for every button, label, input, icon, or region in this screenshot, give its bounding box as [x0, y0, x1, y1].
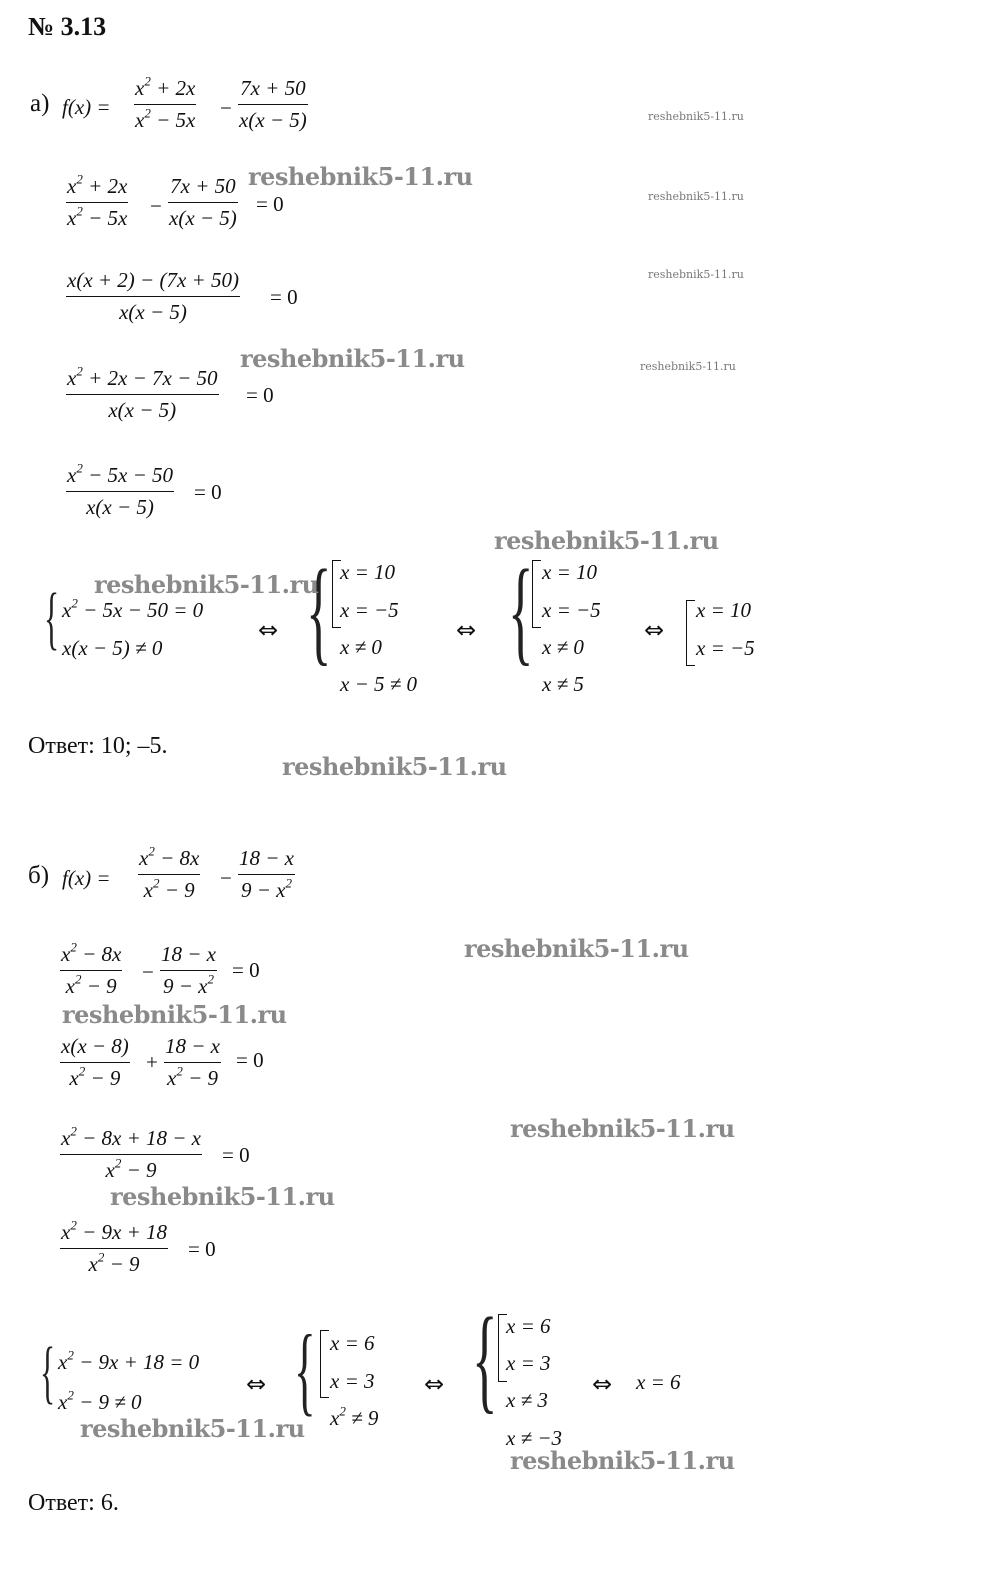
part-b-fraction-2: $\frac{18 - x}{9 - x^2}$: [239, 846, 294, 902]
system-line: x ≠ 3: [506, 1388, 548, 1412]
part-a-fraction-1: [134, 73, 196, 133]
system-line: x = 10: [340, 560, 395, 584]
equals-zero: = 0: [236, 1048, 264, 1072]
system-line: x = 10: [542, 560, 597, 584]
equals-zero: = 0: [188, 1237, 216, 1261]
denominator: x(x − 5): [238, 104, 308, 133]
system-line: x = −5: [696, 636, 755, 660]
equals-zero: = 0: [194, 480, 222, 504]
set-bracket: [686, 600, 695, 666]
minus-sign: −: [220, 866, 232, 890]
system-brace: {: [472, 1293, 498, 1424]
watermark: reshebnik5-11.ru: [94, 570, 319, 599]
equals-zero: = 0: [270, 285, 298, 309]
part-a-step2-fraction: $\frac{x(x + 2) - (7x + 50)}{x(x - 5)}$: [67, 268, 239, 324]
equivalence-arrow: ⇔: [424, 1370, 445, 1398]
minus-sign: −: [150, 194, 162, 218]
equivalence-arrow: ⇔: [456, 616, 477, 644]
watermark: reshebnik5-11.ru: [648, 268, 744, 281]
set-bracket: [320, 1330, 329, 1398]
system-brace: {: [44, 580, 60, 657]
system-line: x = 3: [330, 1369, 375, 1393]
numerator: $x^2 + 2x$: [135, 73, 196, 100]
equals-zero: = 0: [232, 958, 260, 982]
part-a-function-lhs: f(x) =: [62, 95, 111, 119]
numerator: 7x + 50: [240, 76, 306, 100]
system-line: $x^2 - 9x + 18 = 0$: [58, 1347, 200, 1374]
system-line: x ≠ 5: [542, 672, 584, 696]
denominator: $x^2 - 5x$: [135, 105, 196, 132]
system-line: $x^2 - 9 \ne 0$: [58, 1387, 142, 1414]
watermark: reshebnik5-11.ru: [510, 1446, 735, 1475]
system-line: x = 3: [506, 1351, 551, 1375]
watermark: reshebnik5-11.ru: [648, 110, 744, 123]
part-b-label: б): [28, 862, 50, 889]
equivalence-arrow: ⇔: [258, 616, 279, 644]
watermark: reshebnik5-11.ru: [240, 344, 465, 373]
watermark: reshebnik5-11.ru: [510, 1114, 735, 1143]
plus-sign: +: [146, 1050, 158, 1074]
watermark: reshebnik5-11.ru: [110, 1182, 335, 1211]
part-a-step1-fraction-1: $\frac{x^2 + 2x}{x^2 - 5x}$: [67, 171, 128, 230]
part-a-step3-fraction: $\frac{x^2 + 2x - 7x - 50}{x(x - 5)}$: [67, 363, 218, 422]
equivalence-arrow: ⇔: [644, 616, 665, 644]
system-brace: {: [306, 545, 332, 676]
system-brace: {: [40, 1334, 56, 1411]
part-b-step3-fraction: $\frac{x^2 - 8x + 18 - x}{x^2 - 9}$: [61, 1123, 201, 1182]
system-line: x = 6: [330, 1331, 375, 1355]
part-a-step4-fraction: $\frac{x^2 - 5x - 50}{x(x - 5)}$: [67, 460, 174, 519]
equivalence-arrow: ⇔: [592, 1370, 613, 1398]
system-line: $x^2 \ne 9$: [330, 1403, 379, 1430]
system-line: $x^2 - 5x - 50 = 0$: [62, 595, 204, 622]
system-brace: {: [508, 545, 534, 676]
system-line: x − 5 ≠ 0: [340, 672, 418, 696]
part-a-step1-fraction-2: $\frac{7x + 50}{x(x - 5)}$: [169, 174, 237, 230]
system-line: x ≠ −3: [506, 1426, 563, 1450]
minus-sign: −: [142, 960, 154, 984]
part-b-step1-fraction-1: $\frac{x^2 - 8x}{x^2 - 9}$: [61, 939, 122, 998]
part-a-label: а): [30, 90, 50, 117]
system-line: x(x − 5) ≠ 0: [62, 636, 163, 660]
part-b-step2-fraction-2: $\frac{18 - x}{x^2 - 9}$: [165, 1034, 220, 1090]
system-brace: {: [294, 1314, 316, 1425]
part-b-function-lhs: f(x) =: [62, 866, 111, 890]
equals-zero: = 0: [222, 1143, 250, 1167]
system-line: x = 6: [506, 1314, 551, 1338]
system-line: x = −5: [340, 598, 399, 622]
part-b-result: x = 6: [636, 1370, 681, 1394]
system-line: x ≠ 0: [542, 635, 584, 659]
equals-zero: = 0: [256, 192, 284, 216]
part-a-fraction-2: [238, 76, 308, 133]
equivalence-arrow: ⇔: [246, 1370, 267, 1398]
problem-number: № 3.13: [28, 12, 107, 41]
watermark: reshebnik5-11.ru: [640, 360, 736, 373]
system-line: x ≠ 0: [340, 635, 382, 659]
part-b-fraction-1: $\frac{x^2 - 8x}{x^2 - 9}$: [139, 843, 200, 902]
part-b-step2-fraction-1: $\frac{x(x - 8)}{x^2 - 9}$: [61, 1034, 129, 1090]
watermark: reshebnik5-11.ru: [80, 1414, 305, 1443]
watermark: reshebnik5-11.ru: [282, 752, 507, 781]
part-b-step1-fraction-2: $\frac{18 - x}{9 - x^2}$: [161, 942, 216, 998]
part-a-answer: Ответ: 10; –5.: [28, 733, 168, 759]
system-line: x = 10: [696, 598, 751, 622]
system-line: x = −5: [542, 598, 601, 622]
part-b-answer: Ответ: 6.: [28, 1490, 119, 1516]
watermark: reshebnik5-11.ru: [62, 1000, 287, 1029]
set-bracket: [532, 560, 541, 628]
part-b-step4-fraction: $\frac{x^2 - 9x + 18}{x^2 - 9}$: [61, 1217, 168, 1276]
watermark: reshebnik5-11.ru: [248, 162, 473, 191]
watermark: reshebnik5-11.ru: [648, 190, 744, 203]
watermark: reshebnik5-11.ru: [464, 934, 689, 963]
watermark: reshebnik5-11.ru: [494, 526, 719, 555]
minus-sign: −: [220, 96, 232, 120]
equals-zero: = 0: [246, 383, 274, 407]
